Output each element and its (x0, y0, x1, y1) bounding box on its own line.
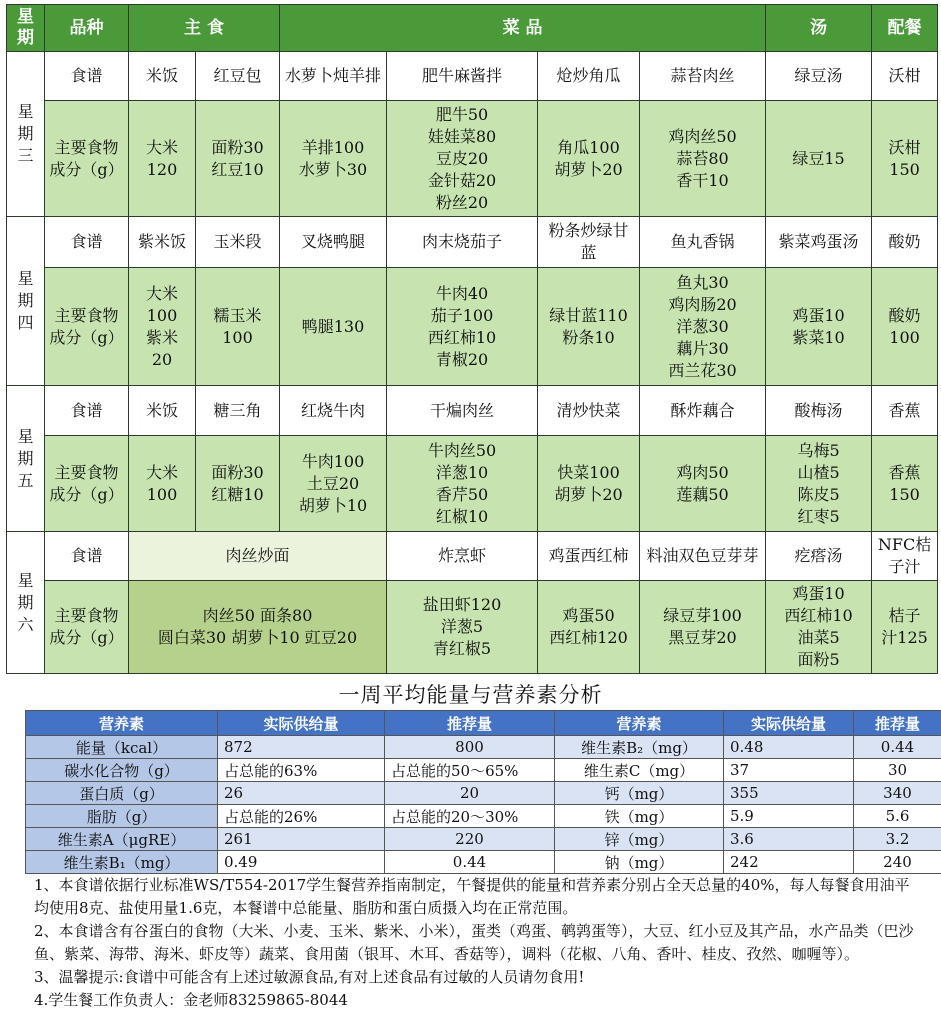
ingredient-line: 洋葱5 (440, 617, 484, 636)
ingredient-row (7, 436, 938, 532)
nutrition-cell: 355 (724, 782, 854, 805)
dish-cell: 疙瘩汤 (766, 532, 872, 581)
ingredient-line: 鸡肉肠20 (668, 294, 737, 314)
dish-label: 食谱 (45, 52, 129, 101)
nutrition-row (26, 782, 941, 805)
nutrition-col-header: 实际供给量 (218, 711, 385, 736)
ingredient-cell (872, 436, 938, 532)
ingredient-row (7, 268, 938, 386)
ingredient-line: 沃柑 (888, 137, 921, 157)
ingredient-line: 圆白菜30 胡萝卜10 豇豆20 (157, 628, 358, 647)
ingredient-cell (196, 436, 280, 532)
weekday-char: 期 (17, 592, 34, 612)
ingredient-line: 红豆10 (211, 159, 264, 179)
nutrition-cell: 872 (218, 736, 385, 759)
dish-cell: 酸奶 (872, 217, 938, 268)
dish-cell: 红豆包 (196, 52, 280, 101)
dish-cell: 炝炒角瓜 (538, 52, 640, 101)
ingredient-line: 150 (889, 159, 920, 179)
ingredient-line: 青红椒5 (432, 639, 492, 658)
header-staple: 主 食 (129, 5, 280, 52)
ingredient-line: 绿甘蓝110 (549, 305, 628, 325)
ingredient-cell (640, 581, 766, 674)
ingredient-line: 胡萝卜20 (554, 159, 623, 179)
nutrition-header-row (26, 711, 941, 736)
ingredient-line: 绿豆15 (792, 148, 845, 168)
dish-cell: 香蕉 (872, 386, 938, 436)
ingredient-cell (872, 268, 938, 386)
ingredient-line: 汁125 (881, 628, 928, 647)
note-item: 2、本食谱含有谷蛋白的食物（大米、小麦、玉米、紫米、小米），蛋类（鸡蛋、鹌鹑蛋等），大豆、红小豆及其产品，水产品类（巴沙鱼、紫菜、海带、海米、虾皮等）蔬菜、食用菌（银耳、木耳、香菇等），调料（花椒、八角、香叶、桂皮、孜然、咖喱等）。 (34, 922, 914, 963)
weekday-char: 期 (17, 291, 34, 310)
ingredient-line: 大米 (145, 283, 178, 303)
nutrition-cell: 维生素A（μgRE） (26, 828, 218, 851)
ingredient-cell (538, 436, 640, 532)
ingredient-line: 酸奶 (888, 305, 921, 325)
dish-cell: 糖三角 (196, 386, 280, 436)
dish-row (7, 217, 938, 268)
ingredient-line: 100 (146, 484, 178, 504)
weekday-char: 星 (17, 102, 34, 121)
ingredient-cell (129, 101, 196, 217)
ingredient-line: 100 (146, 305, 178, 325)
nutrition-cell: 261 (218, 828, 385, 851)
nutrition-cell: 0.48 (724, 736, 854, 759)
ingredient-cell (538, 581, 640, 674)
dish-cell: 米饭 (129, 386, 196, 436)
dish-cell: 米饭 (129, 52, 196, 101)
ingredient-line: 红椒10 (435, 506, 489, 526)
ingredient-line: 鸡肉50 (676, 462, 729, 482)
ingredient-cell (766, 101, 872, 217)
dish-cell: 清炒快菜 (538, 386, 640, 436)
nutrition-cell: 维生素B₂（mg） (555, 736, 724, 759)
dish-cell: 鱼丸香锅 (640, 217, 766, 268)
nutrition-cell: 维生素B₁（mg） (26, 851, 218, 874)
nutrition-row (26, 759, 941, 782)
ingredient-line: 快菜100 (557, 462, 620, 482)
ingredient-line: 鸡蛋50 (562, 606, 615, 625)
dish-cell: 酸梅汤 (766, 386, 872, 436)
nutrition-cell: 37 (724, 759, 854, 782)
ingredient-cell (766, 581, 872, 674)
nutrition-cell: 340 (854, 782, 941, 805)
nutrition-cell: 锌（mg） (555, 828, 724, 851)
ingredient-cell (766, 436, 872, 532)
nutrition-cell: 3.6 (724, 828, 854, 851)
ingredient-line: 红糖10 (211, 484, 264, 504)
weekday-char: 三 (17, 146, 34, 165)
header-side: 配餐 (872, 5, 938, 52)
ingredient-line: 陈皮5 (797, 484, 840, 504)
ingredient-line: 茄子100 (430, 305, 494, 325)
ingredient-line: 鸡蛋10 (792, 584, 845, 603)
nutrition-row (26, 805, 941, 828)
dish-cell: 炸烹虾 (387, 532, 538, 581)
ingredient-line: 紫菜10 (792, 327, 845, 347)
nutrition-cell: 维生素C（mg） (555, 759, 724, 782)
ingredient-line: 面粉30 (211, 462, 264, 482)
ingredient-row (7, 101, 938, 217)
nutrition-cell: 3.2 (854, 828, 941, 851)
ingredient-line: 乌梅5 (797, 440, 840, 460)
ingredient-cell (872, 581, 938, 674)
menu-header-row (7, 5, 938, 52)
ingredient-line: 香蕉 (888, 462, 921, 482)
dish-cell: 干煸肉丝 (387, 386, 538, 436)
nutrition-cell: 能量（kcal） (26, 736, 218, 759)
weekday-char: 星 (17, 426, 34, 446)
ingredient-cell (538, 101, 640, 217)
ingredient-cell (196, 101, 280, 217)
nutrition-cell: 0.44 (854, 736, 941, 759)
dish-cell: 料油双色豆芽芽 (640, 532, 766, 581)
weekday-char: 期 (17, 448, 34, 468)
ingredient-line: 鸡蛋10 (792, 305, 845, 325)
ingredient-line: 金针菇20 (427, 170, 497, 190)
weekday-cell (7, 217, 45, 386)
dish-label: 食谱 (45, 386, 129, 436)
nutrition-cell: 碳水化合物（g） (26, 759, 218, 782)
nutrition-cell: 铁（mg） (555, 805, 724, 828)
nutrition-cell: 26 (218, 782, 385, 805)
weekday-char: 星 (17, 269, 34, 288)
ingredient-cell (538, 268, 640, 386)
nutrition-row (26, 828, 941, 851)
ingredient-label: 主要食物成分（g） (45, 436, 129, 532)
nutrition-cell: 242 (724, 851, 854, 874)
nutrition-col-header: 实际供给量 (724, 711, 854, 736)
dish-cell: 鸡蛋西红柿 (538, 532, 640, 581)
ingredient-line: 黑豆芽20 (668, 628, 737, 647)
nutrition-cell: 占总能的20～30% (385, 805, 555, 828)
ingredient-line: 西红柿120 (549, 628, 628, 647)
ingredient-line: 面粉30 (211, 137, 264, 157)
nutrition-cell: 占总能的63% (218, 759, 385, 782)
note-item: 3、温馨提示:食谱中可能含有上述过敏源食品,有对上述食品有过敏的人员请勿食用! (34, 968, 585, 986)
ingredient-line: 水萝卜30 (298, 159, 368, 179)
ingredient-label: 主要食物成分（g） (45, 268, 129, 386)
ingredient-line: 娃娃菜80 (427, 126, 497, 146)
ingredient-line: 鸭腿130 (301, 316, 365, 336)
dish-row (7, 386, 938, 436)
ingredient-line: 桔子 (888, 606, 921, 625)
nutrition-cell: 5.6 (854, 805, 941, 828)
ingredient-line: 洋葱30 (676, 316, 729, 336)
ingredient-cell (640, 101, 766, 217)
ingredient-cell (387, 581, 538, 674)
ingredient-line: 糯玉米 (213, 305, 262, 325)
dish-cell: NFC桔子汁 (872, 532, 938, 581)
weekly-menu-table (6, 4, 938, 674)
nutrition-col-header: 营养素 (555, 711, 724, 736)
ingredient-line: 油菜5 (797, 628, 840, 647)
ingredient-line: 土豆20 (306, 473, 360, 493)
ingredient-line: 羊排100 (301, 137, 365, 157)
nutrition-cell: 钠（mg） (555, 851, 724, 874)
ingredient-line: 藕片30 (676, 338, 729, 358)
ingredient-line: 胡萝卜10 (298, 495, 368, 515)
ingredient-line: 牛肉100 (301, 451, 365, 471)
header-dishes: 菜 品 (280, 5, 766, 52)
ingredient-line: 粉丝20 (435, 192, 489, 212)
ingredient-cell (387, 436, 538, 532)
notes (34, 874, 914, 1012)
nutrition-cell: 脂肪（g） (26, 805, 218, 828)
ingredient-line: 西兰花30 (668, 360, 737, 380)
ingredient-line: 洋葱10 (435, 462, 489, 482)
ingredient-line: 粉条10 (562, 327, 615, 347)
ingredient-line: 绿豆芽100 (663, 606, 742, 625)
note-item: 1、本食谱依据行业标准WS/T554-2017学生餐营养指南制定，午餐提供的能量和营养素分别占全天总量的40%，每人每餐食用油平均使用8克、盐使用量1.6克，本餐谱中总能量、脂肪和蛋白质摄入均在正常范围。 (34, 876, 910, 917)
ingredient-label: 主要食物成分（g） (45, 581, 129, 674)
weekday-char: 五 (17, 470, 34, 490)
ingredient-line: 鸡肉丝50 (668, 126, 737, 146)
ingredient-cell (640, 268, 766, 386)
ingredient-cell (640, 436, 766, 532)
nutrition-col-header: 营养素 (26, 711, 218, 736)
ingredient-cell (387, 268, 538, 386)
nutrition-cell: 240 (854, 851, 941, 874)
nutrition-cell: 蛋白质（g） (26, 782, 218, 805)
ingredient-line: 大米 (145, 462, 178, 482)
ingredient-line: 西红柿10 (784, 606, 853, 625)
ingredient-line: 100 (889, 327, 920, 347)
weekday-cell (7, 532, 45, 674)
dish-label: 食谱 (45, 217, 129, 268)
nutrition-cell: 220 (385, 828, 555, 851)
dish-cell: 叉烧鸭腿 (280, 217, 387, 268)
nutrition-cell: 0.44 (385, 851, 555, 874)
ingredient-line: 胡萝卜20 (554, 484, 623, 504)
ingredient-line: 100 (222, 327, 253, 347)
dish-cell: 粉条炒绿甘蓝 (538, 217, 640, 268)
merged-dish-cell: 肉丝炒面 (129, 532, 387, 581)
dish-cell: 沃柑 (872, 52, 938, 101)
dish-cell: 玉米段 (196, 217, 280, 268)
nutrition-cell: 5.9 (724, 805, 854, 828)
ingredient-line: 面粉5 (797, 650, 840, 669)
merged-ingredient-cell (129, 581, 387, 674)
weekday-char: 期 (17, 124, 34, 143)
ingredient-line: 角瓜100 (557, 137, 620, 157)
nutrition-cell: 30 (854, 759, 941, 782)
ingredient-line: 红枣5 (797, 506, 840, 526)
nutrition-table (25, 710, 941, 874)
dish-label: 食谱 (45, 532, 129, 581)
dish-cell: 酥炸藕合 (640, 386, 766, 436)
analysis-title: 一周平均能量与营养素分析 (338, 683, 603, 707)
ingredient-line: 鱼丸30 (676, 272, 729, 292)
nutrition-cell: 800 (385, 736, 555, 759)
ingredient-line: 香芹50 (435, 484, 489, 504)
nutrition-cell: 钙（mg） (555, 782, 724, 805)
header-soup: 汤 (766, 5, 872, 52)
ingredient-cell (129, 436, 196, 532)
ingredient-line: 紫米 (145, 327, 178, 347)
dish-row (7, 532, 938, 581)
header-day: 星期 (7, 5, 45, 52)
ingredient-line: 牛肉40 (435, 283, 489, 303)
ingredient-line: 20 (151, 349, 173, 369)
ingredient-line: 120 (146, 159, 178, 179)
nutrition-cell: 占总能的26% (218, 805, 385, 828)
dish-row (7, 52, 938, 101)
nutrition-cell: 20 (385, 782, 555, 805)
dish-cell: 绿豆汤 (766, 52, 872, 101)
weekday-cell (7, 386, 45, 532)
ingredient-cell (280, 436, 387, 532)
ingredient-cell (387, 101, 538, 217)
weekday-char: 星 (17, 570, 34, 590)
dish-cell: 红烧牛肉 (280, 386, 387, 436)
dish-cell: 肉末烧茄子 (387, 217, 538, 268)
ingredient-line: 大米 (145, 137, 178, 157)
dish-cell: 蒜苔肉丝 (640, 52, 766, 101)
header-variety: 品种 (45, 5, 129, 52)
ingredient-cell (129, 268, 196, 386)
ingredient-line: 山楂5 (797, 462, 840, 482)
ingredient-cell (872, 101, 938, 217)
ingredient-line: 盐田虾120 (422, 595, 502, 614)
note-item: 4.学生餐工作负责人：金老师83259865-8044 (34, 991, 348, 1009)
dish-cell: 紫米饭 (129, 217, 196, 268)
weekday-char: 四 (17, 313, 34, 332)
weekday-cell (7, 52, 45, 217)
nutrition-col-header: 推荐量 (854, 711, 941, 736)
ingredient-line: 西红柿10 (427, 327, 497, 347)
ingredient-line: 青椒20 (435, 349, 489, 369)
dish-cell: 肥牛麻酱拌 (387, 52, 538, 101)
ingredient-row (7, 581, 938, 674)
ingredient-cell (196, 268, 280, 386)
nutrition-row (26, 736, 941, 759)
ingredient-line: 香干10 (676, 170, 729, 190)
nutrition-row (26, 851, 941, 874)
dish-cell: 紫菜鸡蛋汤 (766, 217, 872, 268)
ingredient-line: 豆皮20 (435, 148, 489, 168)
ingredient-cell (766, 268, 872, 386)
ingredient-label: 主要食物成分（g） (45, 101, 129, 217)
weekday-char: 六 (17, 614, 34, 634)
ingredient-line: 肥牛50 (435, 104, 489, 124)
ingredient-line: 蒜苔80 (676, 148, 729, 168)
ingredient-line: 牛肉丝50 (427, 440, 497, 460)
ingredient-cell (280, 268, 387, 386)
ingredient-line: 莲藕50 (676, 484, 729, 504)
nutrition-col-header: 推荐量 (385, 711, 555, 736)
ingredient-line: 150 (889, 484, 920, 504)
nutrition-cell: 占总能的50～65% (385, 759, 555, 782)
nutrition-cell: 0.49 (218, 851, 385, 874)
ingredient-line: 肉丝50 面条80 (202, 606, 313, 625)
dish-cell: 水萝卜炖羊排 (280, 52, 387, 101)
ingredient-cell (280, 101, 387, 217)
